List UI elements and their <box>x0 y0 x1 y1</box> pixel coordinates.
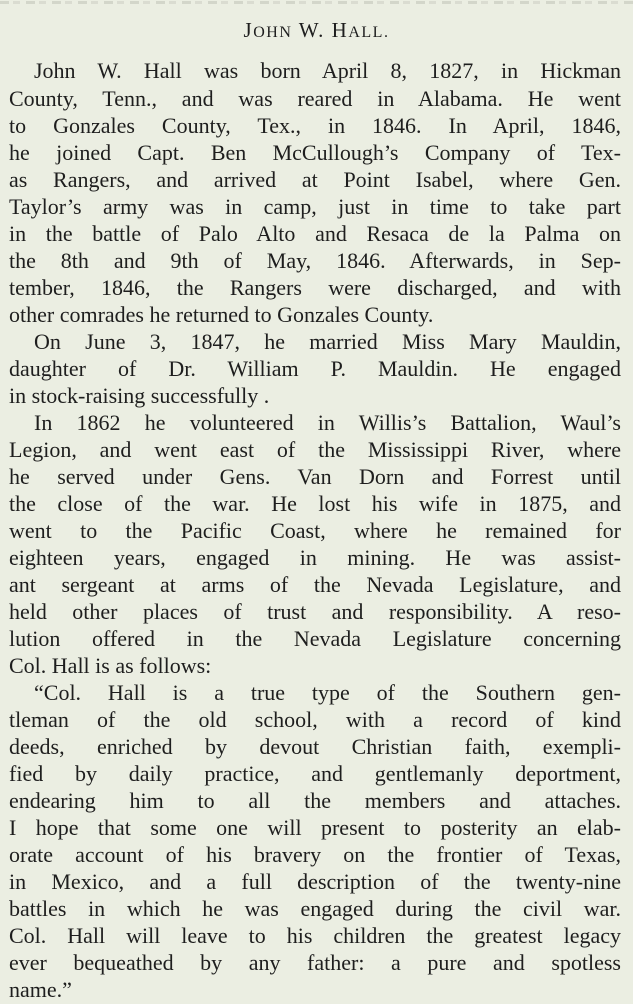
paragraph-3-line-2: Legion, and went east of the Mississippi River, where <box>9 437 621 462</box>
paragraph-3-line-9: lution offered in the Nevada Legislature concerning <box>9 626 621 651</box>
paragraph-3-line-7: ant sergeant at arms of the Nevada Legislature, and <box>9 572 621 597</box>
quote-line-9: battles in which he was engaged during the civil war. <box>9 896 621 921</box>
quote-line-6: I hope that some one will present to posterity an elab- <box>9 815 621 840</box>
paragraph-1-line-6: Taylor’s army was in camp, just in time to take part <box>9 194 621 219</box>
quote-line-5: endearing him to all the members and attaches. <box>9 788 621 813</box>
title-first-rest: OHN <box>253 24 293 41</box>
quote-line-11: ever bequeathed by any father: a pure and spotless <box>9 950 621 975</box>
quote-line-12: name.” <box>9 977 72 1002</box>
title-last-initial: H <box>331 18 349 42</box>
paragraph-3-line-5: went to the Pacific Coast, where he remained for <box>9 518 621 543</box>
paragraph-3-line-8: held other places of trust and responsibility. A reso- <box>9 599 621 624</box>
paragraph-3-line-1: In 1862 he volunteered in Willis’s Battalion, Waul’s <box>34 410 621 435</box>
paragraph-1-line-10: other comrades he returned to Gonzales County. <box>9 302 434 327</box>
quote-line-8: in Mexico, and a full description of the twenty-nine <box>9 869 621 894</box>
title-first-initial: J <box>243 18 254 42</box>
title-last-rest: ALL. <box>348 24 390 41</box>
title-middle: W. <box>292 18 332 42</box>
paragraph-3-line-10: Col. Hall is as follows: <box>9 653 212 678</box>
paragraph-3-line-6: eighteen years, engaged in mining. He was assist- <box>9 545 621 570</box>
quote-line-7: orate account of his bravery on the frontier of Texas, <box>9 842 621 867</box>
bleed-through-text <box>0 0 633 6</box>
paragraph-1-line-8: the 8th and 9th of May, 1846. Afterwards, in Sep- <box>9 248 621 273</box>
paragraph-3-line-4: the close of the war. He lost his wife in 1875, and <box>9 491 621 516</box>
paragraph-1-line-4: he joined Capt. Ben McCullough’s Company of Tex- <box>9 140 621 165</box>
page-title <box>0 16 633 47</box>
paragraph-1-line-2: County, Tenn., and was reared in Alabama. He went <box>9 86 621 111</box>
paragraph-1-line-3: to Gonzales County, Tex., in 1846. In April, 1846, <box>9 113 621 138</box>
paragraph-2-line-3: in stock-raising successfully . <box>9 383 270 408</box>
paragraph-1-line-9: tember, 1846, the Rangers were discharged, and with <box>9 275 621 300</box>
quote-line-10: Col. Hall will leave to his children the greatest legacy <box>9 923 621 948</box>
quote-line-4: fied by daily practice, and gentlemanly deportment, <box>9 761 621 786</box>
paragraph-1-line-7: in the battle of Palo Alto and Resaca de la Palma on <box>9 221 621 246</box>
paragraph-3-line-3: he served under Gens. Van Dorn and Forrest until <box>9 464 621 489</box>
paragraph-1-line-5: as Rangers, and arrived at Point Isabel, where Gen. <box>9 167 621 192</box>
paragraph-2-line-1: On June 3, 1847, he married Miss Mary Mauldin, <box>34 329 621 354</box>
quote-line-2: tleman of the old school, with a record of kind <box>9 707 621 732</box>
quote-line-1: “Col. Hall is a true type of the Southern gen- <box>34 680 621 705</box>
quote-line-3: deeds, enriched by devout Christian faith, exempli- <box>9 734 621 759</box>
paragraph-1-line-1: John W. Hall was born April 8, 1827, in Hickman <box>34 58 621 83</box>
paragraph-2-line-2: daughter of Dr. William P. Mauldin. He engaged <box>9 356 621 381</box>
